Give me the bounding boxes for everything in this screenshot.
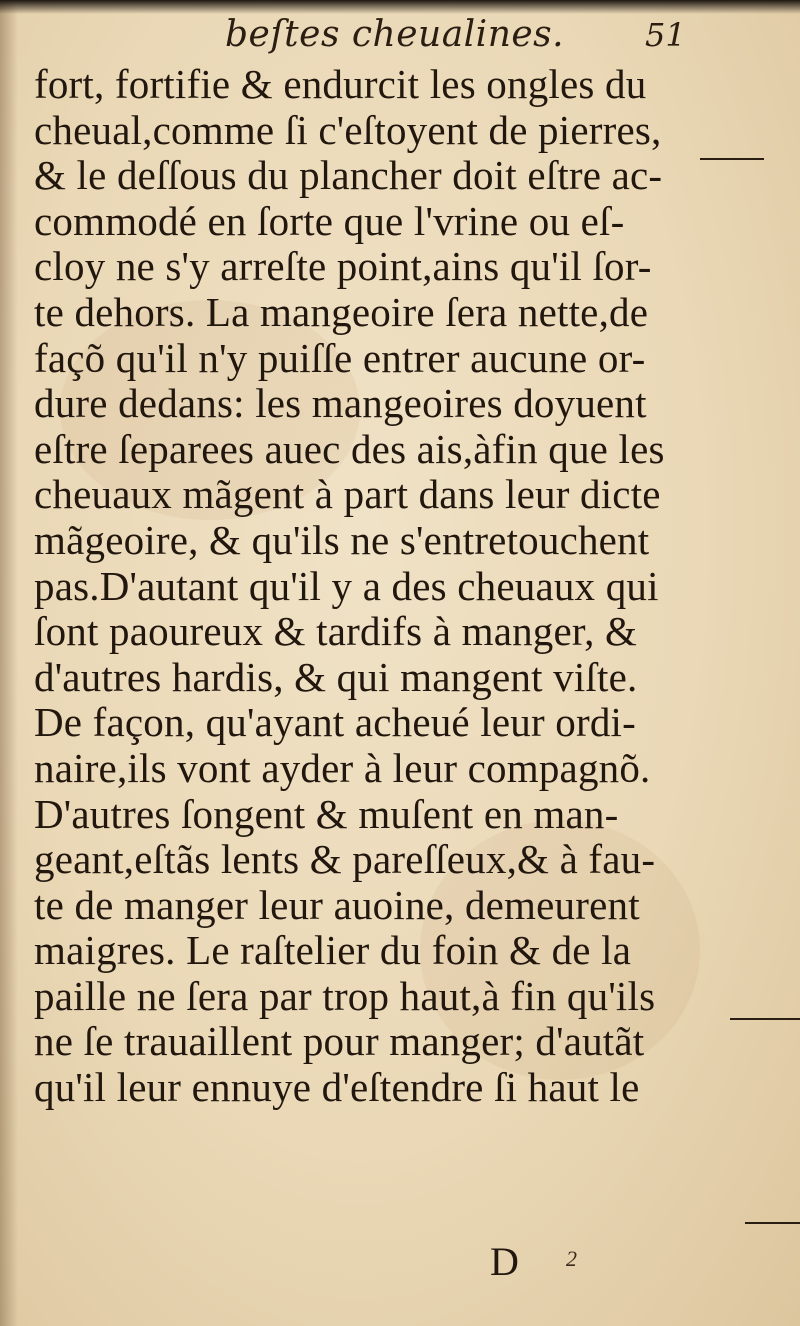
- ink-rule: [700, 158, 764, 160]
- text-line: naire,ils vont ayder à leur compagnõ.: [34, 744, 651, 791]
- text-line: maigres. Le raſtelier du foin & de la: [34, 927, 632, 974]
- page-footer: [0, 1238, 800, 1298]
- text-line: fort, fortifie & endurcit les ongles du: [34, 61, 647, 107]
- text-line: qu'il leur ennuye d'eſtendre ſi haut le: [34, 1064, 640, 1111]
- text-line: & le deſſous du plancher doit eſtre ac-: [34, 152, 663, 199]
- text-line: te dehors. La mangeoire ſera nette,de: [34, 288, 649, 335]
- signature-number: 2: [566, 1246, 577, 1271]
- text-line: geant,eſtãs lents & pareſſeux,& à fau-: [34, 836, 656, 883]
- ink-rule: [745, 1222, 800, 1224]
- text-line: dure dedans: les mangeoires doyuent: [34, 380, 647, 427]
- page-gutter-shadow: [0, 0, 18, 1326]
- text-line: ne ſe trauaillent pour manger; d'autãt: [34, 1018, 645, 1065]
- text-line: commodé en ſorte que l'vrine ou eſ-: [34, 197, 625, 244]
- page-top-edge: [0, 0, 800, 14]
- signature-mark: D: [490, 1239, 519, 1284]
- text-line: De façon, qu'ayant acheué leur ordi-: [34, 699, 636, 746]
- page-header: [0, 14, 800, 64]
- text-line: paille ne ſera par trop haut,à fin qu'ils: [34, 972, 656, 1019]
- text-line: cloy ne s'y arreſte point,ains qu'il ſor-: [34, 243, 652, 290]
- text-line: mãgeoire, & qu'ils ne s'entretouchent: [34, 516, 650, 563]
- text-line: cheuaux mãgent à part dans leur dicte: [34, 471, 661, 518]
- text-line: pas.D'autant qu'il y a des cheuaux qui: [34, 562, 659, 609]
- text-line: d'autres hardis, & qui mangent viſte.: [34, 653, 638, 700]
- text-line: eſtre ſeparees auec des ais,àfin que les: [34, 425, 665, 472]
- text-line: ſont paoureux & tardifs à manger, &: [34, 608, 638, 655]
- ink-rule: [730, 1018, 800, 1020]
- text-line: D'autres ſongent & muſent en man-: [34, 790, 619, 837]
- body-text: [34, 62, 734, 1111]
- page-number: 51: [645, 16, 686, 54]
- text-line: façõ qu'il n'y puiſſe entrer aucune or-: [34, 334, 646, 381]
- text-line: cheual,comme ſi c'eſtoyent de pierres,: [34, 106, 662, 153]
- running-title: beſtes cheualines.: [225, 14, 565, 55]
- text-line: te de manger leur auoine, demeurent: [34, 881, 640, 928]
